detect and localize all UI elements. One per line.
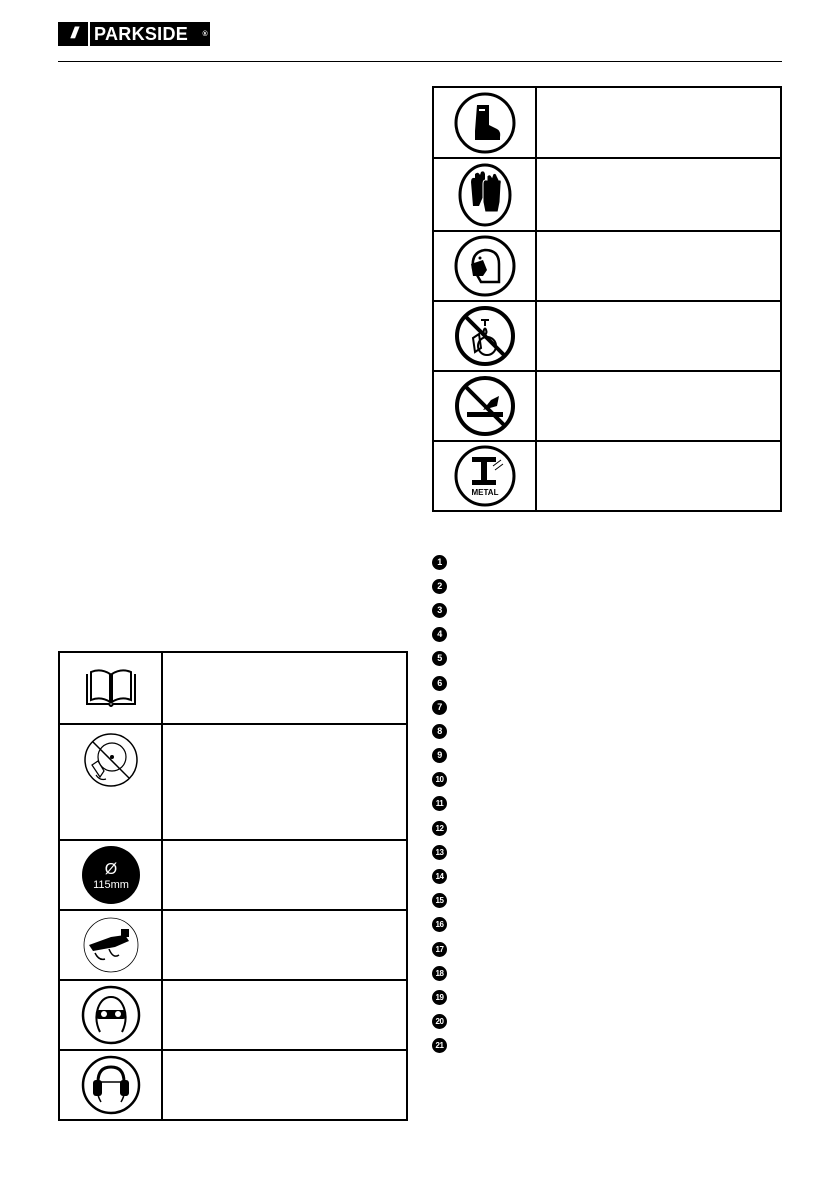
disc-diameter-size: 115mm <box>92 879 129 891</box>
part-number-badge: 14 <box>432 869 447 884</box>
symbol-description <box>536 87 781 158</box>
symbol-description <box>162 1050 407 1120</box>
logo-slashes: /// <box>58 22 88 46</box>
part-number-badge: 4 <box>432 627 447 642</box>
symbol-row <box>59 840 407 910</box>
metal-material-icon <box>433 441 536 511</box>
parts-list-item <box>432 1034 455 1058</box>
ear-protection-icon <box>59 1050 162 1120</box>
parts-list-item <box>432 647 455 671</box>
symbol-row <box>433 231 781 301</box>
symbol-row <box>433 441 781 511</box>
part-number-badge: 21 <box>432 1038 447 1053</box>
part-number-badge: 12 <box>432 821 447 836</box>
part-number-badge: 17 <box>432 942 447 957</box>
part-number-badge: 3 <box>432 603 447 618</box>
dust-mask-icon <box>433 231 536 301</box>
symbol-row <box>59 1050 407 1120</box>
symbol-description <box>536 371 781 441</box>
part-number-badge: 9 <box>432 748 447 763</box>
part-number-badge: 11 <box>432 796 447 811</box>
registered-mark: ® <box>202 31 208 38</box>
part-number-badge: 16 <box>432 917 447 932</box>
left-symbol-table <box>58 651 408 1121</box>
eye-protection-icon <box>59 980 162 1050</box>
symbol-row <box>433 301 781 371</box>
symbol-description <box>162 980 407 1050</box>
parts-list-item <box>432 913 455 937</box>
symbol-row <box>433 87 781 158</box>
parts-list-item <box>432 1010 455 1034</box>
no-damaged-disc-icon <box>59 724 162 840</box>
parts-list-item <box>432 889 455 913</box>
symbol-row <box>59 910 407 980</box>
parts-list <box>432 550 455 1058</box>
parts-list-item <box>432 550 455 574</box>
part-number-badge: 18 <box>432 966 447 981</box>
symbol-description <box>162 910 407 980</box>
parts-list-item <box>432 719 455 743</box>
safety-boots-icon <box>433 87 536 158</box>
no-side-grinding-icon <box>433 371 536 441</box>
parts-list-item <box>432 792 455 816</box>
parts-list-item <box>432 744 455 768</box>
brand-logo <box>58 22 210 46</box>
symbol-description <box>536 231 781 301</box>
part-number-badge: 7 <box>432 700 447 715</box>
parts-list-item <box>432 695 455 719</box>
parts-list-item <box>432 961 455 985</box>
part-number-badge: 2 <box>432 579 447 594</box>
part-number-badge: 20 <box>432 1014 447 1029</box>
logo-wordmark <box>90 22 210 46</box>
read-manual-icon <box>59 652 162 724</box>
symbol-row <box>59 980 407 1050</box>
part-number-badge: 19 <box>432 990 447 1005</box>
parts-list-item <box>432 768 455 792</box>
symbol-row <box>59 652 407 724</box>
parts-list-item <box>432 840 455 864</box>
logo-text: PARKSIDE <box>94 24 189 44</box>
parts-list-item <box>432 985 455 1009</box>
part-number-badge: 10 <box>432 772 447 787</box>
parts-list-item <box>432 937 455 961</box>
part-number-badge: 8 <box>432 724 447 739</box>
disc-diameter-symbol: Ø <box>104 861 117 878</box>
parts-list-item <box>432 671 455 695</box>
symbol-description <box>536 158 781 231</box>
symbol-description <box>536 441 781 511</box>
parts-list-item <box>432 598 455 622</box>
parts-list-item <box>432 623 455 647</box>
part-number-badge: 6 <box>432 676 447 691</box>
two-hand-operation-icon <box>59 910 162 980</box>
parts-list-item <box>432 816 455 840</box>
symbol-description <box>162 840 407 910</box>
symbol-description <box>162 724 407 840</box>
part-number-badge: 15 <box>432 893 447 908</box>
parts-list-item <box>432 574 455 598</box>
protective-gloves-icon <box>433 158 536 231</box>
part-number-badge: 13 <box>432 845 447 860</box>
part-number-badge: 1 <box>432 555 447 570</box>
right-symbol-table <box>432 86 782 512</box>
header-divider <box>58 61 782 62</box>
symbol-row <box>59 724 407 840</box>
disc-diameter-icon <box>59 840 162 910</box>
part-number-badge: 5 <box>432 651 447 666</box>
parts-list-item <box>432 864 455 888</box>
no-wet-grinding-icon <box>433 301 536 371</box>
symbol-row <box>433 158 781 231</box>
symbol-description <box>536 301 781 371</box>
symbol-row <box>433 371 781 441</box>
metal-icon-label: METAL <box>471 488 498 497</box>
symbol-description <box>162 652 407 724</box>
